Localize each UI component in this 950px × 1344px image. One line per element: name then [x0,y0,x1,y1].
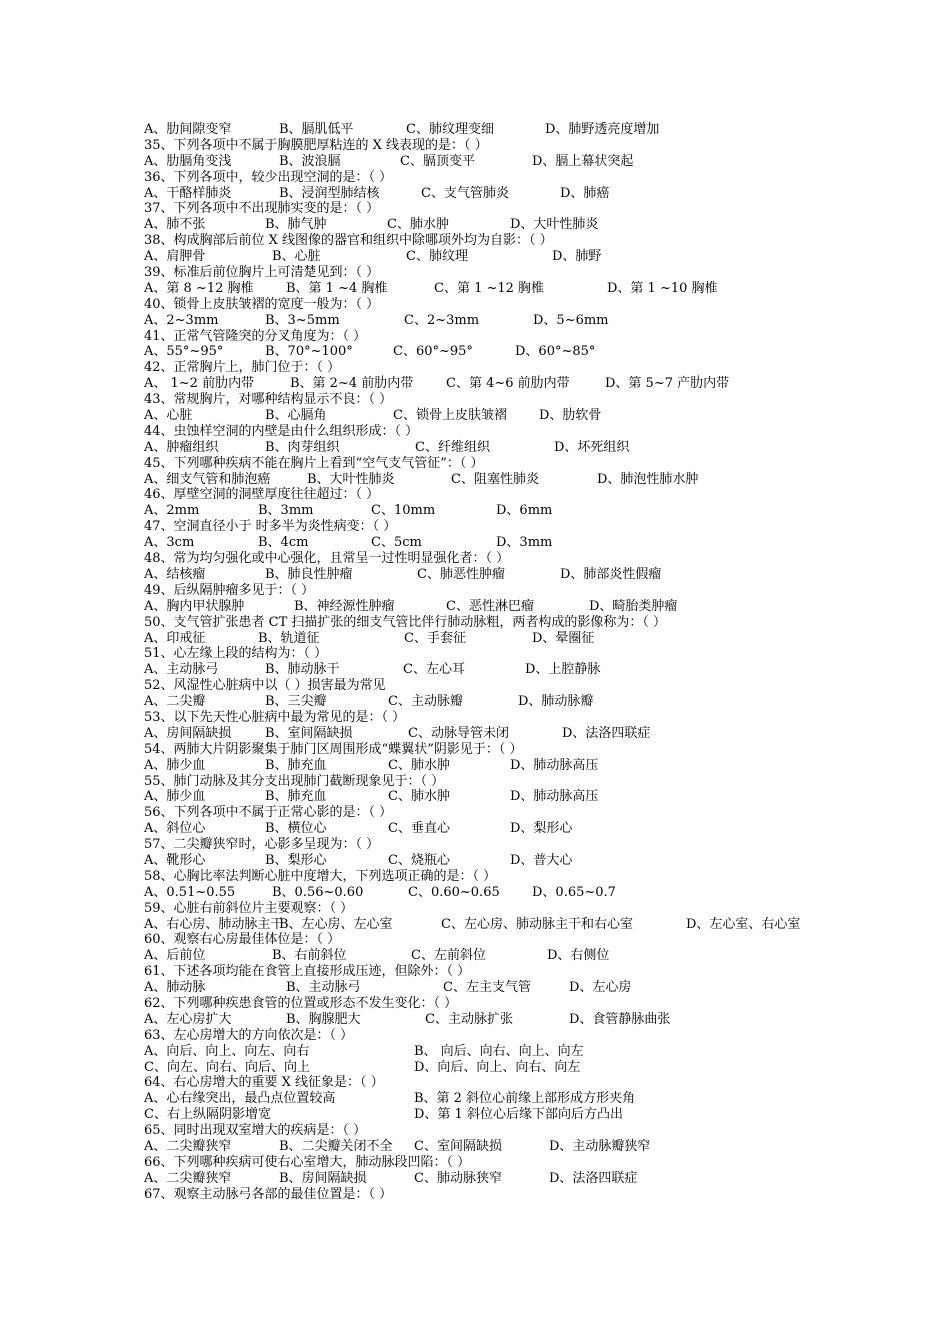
option-b: B、浸润型肺结核 [279,185,380,201]
options-line [144,694,844,710]
question-text: 44、虫蚀样空洞的内壁是由什么组织形成：（ ） [144,423,419,439]
option-a: A、二尖瓣狭窄 [144,1170,232,1186]
question-text: 61、下述各项均能在食管上直接形成压迹，但除外：（ ） [144,964,471,980]
question-text: 41、正常气管隆突的分叉角度为：（ ） [144,328,367,344]
option-a: A、二尖瓣狭窄 [144,1139,232,1154]
question-line [144,583,844,599]
option-b: B、3mm [258,503,314,519]
option-c: C、肺水肿 [388,757,450,773]
option-d: D、右侧位 [547,948,610,964]
options-line [144,1171,844,1187]
option-b: B、肺动脉干 [265,662,340,678]
option-d: D、肺动脉高压 [510,789,599,805]
options-line [144,408,844,424]
options-line [144,567,844,583]
option-d: D、6mm [496,503,553,519]
option-c: C、60°~95° [393,344,473,360]
option-a: A、肩胛骨 [144,249,206,265]
option-d: D、5~6mm [533,312,609,328]
question-line [144,932,844,948]
option-d: D、肺动脉瓣 [518,694,594,710]
option-d: D、肺泡性肺水肿 [597,471,699,487]
option-a: A、二尖瓣 [144,694,206,710]
option-d: D、肺野 [552,249,602,265]
options-line [144,154,844,170]
option-b: B、右前斜位 [272,948,347,964]
option-c: C、恶性淋巴瘤 [446,598,534,614]
question-line [144,996,844,1012]
option-a: C、向左、向右、向后、向上 [144,1059,310,1075]
question-line [144,901,844,917]
question-line [144,297,844,313]
option-a: A、肺少血 [144,757,206,773]
options-line [144,599,844,615]
question-text: 59、心脏右前斜位片主要观察：（ ） [144,900,354,916]
question-text: 38、构成胸部后前位 X 线图像的器官和组织中除哪项外均为自影：（ ） [144,233,553,249]
option-d: D、法洛四联症 [549,1170,638,1186]
option-b: B、胸腺肥大 [286,1011,361,1027]
options-line [144,249,844,265]
question-text: 52、风湿性心脏病中以（ ）损害最为常见 [144,678,386,694]
question-text: 36、下列各项中，较少出现空洞的是：（ ） [144,169,393,185]
option-b: B、轨道征 [258,630,320,646]
option-c: C、10mm [371,503,436,519]
option-a: A、3cm [144,535,195,551]
option-d: D、大叶性肺炎 [510,217,599,233]
option-b: B、第 1 ~4 胸椎 [286,280,388,296]
option-b: B、70°~100° [265,344,353,360]
option-d: D、食管静脉曲张 [569,1011,671,1027]
question-text: 63、左心房增大的方向依次是：（ ） [144,1027,354,1043]
options-line [144,1091,844,1107]
option-c: C、阻塞性肺炎 [451,471,539,487]
option-d: D、上腔静脉 [525,662,601,678]
question-line [144,201,844,217]
question-line [144,964,844,980]
question-line [144,487,844,503]
option-c: C、肺纹理变细 [406,122,494,137]
option-b: B、第 2 斜位心前缘上部形成方形夹角 [414,1091,636,1107]
question-text: 46、厚壁空洞的洞壁厚度往往超过：（ ） [144,487,380,503]
question-line [144,710,844,726]
question-text: 49、后纵隔肿瘤多见于：（ ） [144,582,315,598]
question-text: 50、支气管扩张患者 CT 扫描扩张的细支气管比伴行肺动脉粗，两者构成的影像称为：（ ） [144,614,667,630]
option-a: A、心右缘突出，最凸点位置较高 [144,1091,336,1107]
options-line [144,376,844,392]
option-b: B、 向后、向右、向上、向左 [414,1043,584,1059]
option-d: D、膈上幕状突起 [532,153,634,169]
options-line [144,217,844,233]
option-c: C、纤维组织 [415,439,490,455]
option-b: B、房间隔缺损 [279,1170,367,1186]
options-line [144,344,844,360]
question-text: 56、下列各项中不属于正常心影的是：（ ） [144,805,393,821]
options-line [144,821,844,837]
question-text: 53、以下先天性心脏病中最为常见的是：（ ） [144,709,406,725]
question-line [144,1075,844,1091]
option-d: D、坏死组织 [554,439,630,455]
options-line [144,1012,844,1028]
option-a: A、房间隔缺损 [144,725,232,741]
option-c: C、左前斜位 [411,948,486,964]
option-c: C、第 4~6 前肋内带 [446,376,570,392]
option-a: A、2~3mm [144,312,219,328]
option-c: C、肺恶性肿瘤 [417,566,505,582]
question-text: 58、心胸比率法判断心脏中度增大，下列选项正确的是：（ ） [144,868,497,884]
option-c: C、左心耳 [403,662,465,678]
option-b: B、左心房、左心室 [279,916,393,932]
option-b: B、神经源性肿瘤 [294,598,395,614]
question-text: 54、两肺大片阴影聚集于肺门区周围形成“蝶翼状”阴影见于：（ ） [144,741,523,757]
option-b: B、波浪膈 [279,153,341,169]
question-text: 60、观察右心房最佳体位是：（ ） [144,932,341,948]
question-line [144,170,844,186]
option-c: C、肺纹理 [406,249,468,265]
option-d: D、法洛四联症 [562,725,651,741]
option-b: B、第 2~4 前肋内带 [290,376,414,392]
option-a: A、2mm [144,503,200,519]
option-c: C、主动脉瓣 [388,694,463,710]
question-text: 66、下列哪种疾病可使右心室增大，肺动脉段凹陷：（ ） [144,1154,471,1170]
option-c: C、烧瓶心 [388,852,450,868]
question-text: 65、同时出现双室增大的疾病是：（ ） [144,1123,367,1139]
option-c: C、肺动脉狭窄 [414,1170,502,1186]
option-b: B、肺良性肿瘤 [265,566,353,582]
question-line [144,551,844,567]
option-c: C、膈顶变平 [400,153,475,169]
question-text: 45、下列哪种疾病不能在胸片上看到“空气支气管征”：（ ） [144,455,484,471]
option-c: C、锁骨上皮肤皱褶 [393,408,507,424]
option-a: A、心脏 [144,408,193,424]
question-line [144,1155,844,1171]
option-d: D、左心房 [569,980,632,996]
option-d: D、左心室、右心室 [686,916,801,932]
options-line [144,472,844,488]
option-b: B、室间隔缺损 [265,725,353,741]
options-line [144,1107,844,1123]
option-b: B、0.56~0.60 [272,884,364,900]
option-a: C、右上纵隔阴影增宽 [144,1107,271,1123]
options-line [144,980,844,996]
question-text: 51、心左缘上段的结构为：（ ） [144,646,328,662]
option-b: B、主动脉弓 [286,980,361,996]
option-a: A、主动脉弓 [144,662,219,678]
option-c: C、5cm [371,535,422,551]
option-c: C、左心房、肺动脉主干和右心室 [441,916,633,932]
option-b: B、梨形心 [265,852,327,868]
options-line [144,885,844,901]
options-line [144,186,844,202]
option-d: D、普大心 [510,852,573,868]
option-d: D、畸胎类肿瘤 [589,598,678,614]
option-d: D、主动脉瓣狭窄 [549,1139,651,1154]
question-text: 55、肺门动脉及其分支出现肺门截断现象见于：（ ） [144,773,445,789]
option-a: A、第 8 ~12 胸椎 [144,280,254,296]
option-c: C、手套征 [404,630,466,646]
option-a: A、干酪样肺炎 [144,185,232,201]
option-d: D、晕圈征 [532,630,595,646]
question-line [144,742,844,758]
option-c: C、动脉导管未闭 [408,725,509,741]
option-a: A、肺动脉 [144,980,206,996]
question-text: 62、下列哪种疾患食管的位置或形态不发生变化：（ ） [144,995,458,1011]
question-text: 57、二尖瓣狭窄时，心影多呈现为：（ ） [144,837,380,853]
options-line [144,503,844,519]
options-line [144,662,844,678]
question-text: 64、右心房增大的重要 X 线征象是：（ ） [144,1075,384,1091]
option-b: B、三尖瓣 [265,694,327,710]
question-line [144,392,844,408]
option-b: B、心脏 [272,249,321,265]
option-c: C、第 1 ~12 胸椎 [434,280,545,296]
options-line [144,535,844,551]
options-line [144,1044,844,1060]
question-text: 67、观察主动脉弓各部的最佳位置是：（ ） [144,1186,393,1202]
question-text: 35、下列各项中不属于胸膜肥厚粘连的 X 线表现的是：（ ） [144,137,488,153]
option-b: B、横位心 [265,821,327,837]
options-line [144,726,844,742]
option-b: B、肺充血 [265,789,327,805]
option-c: C、肺水肿 [387,217,449,233]
options-line [144,1060,844,1076]
option-d: D、梨形心 [510,821,573,837]
option-b: B、肺充血 [265,757,327,773]
option-c: C、垂直心 [388,821,450,837]
options-line [144,313,844,329]
option-c: C、室间隔缺损 [414,1139,502,1154]
question-line [144,519,844,535]
question-line [144,1187,844,1203]
question-text: 42、正常胸片上，肺门位于：（ ） [144,360,341,376]
option-c: C、0.60~0.65 [408,884,500,900]
option-d: D、60°~85° [515,344,596,360]
question-text: 39、标准后前位胸片上可清楚见到：（ ） [144,265,380,281]
option-d: D、肺野透亮度增加 [545,122,660,137]
question-text: 47、空洞直径小于 时多半为炎性病变：（ ） [144,519,397,535]
option-d: D、肺动脉高压 [510,757,599,773]
options-line [144,758,844,774]
options-line [144,789,844,805]
option-b: B、大叶性肺炎 [307,471,395,487]
options-line [144,853,844,869]
question-list [144,122,844,1203]
question-line [144,456,844,472]
question-line [144,869,844,885]
option-b: B、膈肌低平 [279,122,354,137]
option-d: D、3mm [496,535,553,551]
question-line [144,1028,844,1044]
option-c: C、肺水肿 [388,789,450,805]
question-line [144,678,844,694]
question-line [144,805,844,821]
option-b: D、第 1 斜位心后缘下部向后方凸出 [414,1107,623,1123]
option-a: A、肋间隙变窄 [144,122,232,137]
question-line [144,265,844,281]
question-line [144,774,844,790]
option-a: A、向后、向上、向左、向右 [144,1043,310,1059]
option-a: A、0.51~0.55 [144,884,236,900]
option-b: B、肺气肿 [265,217,327,233]
option-a: A、印戒征 [144,630,206,646]
options-line [144,948,844,964]
question-text: 40、锁骨上皮肤皱褶的宽度一般为：（ ） [144,296,380,312]
options-line [144,1139,844,1155]
option-b: D、向后、向上、向右、向左 [414,1059,581,1075]
question-text: 37、下列各项中不出现肺实变的是：（ ） [144,201,380,217]
option-c: C、主动脉扩张 [425,1011,513,1027]
question-line [144,233,844,249]
option-d: D、0.65~0.7 [532,884,616,900]
option-c: C、支气管肺炎 [421,185,509,201]
options-line [144,122,844,138]
option-b: B、3~5mm [265,312,340,328]
options-line [144,631,844,647]
options-line [144,281,844,297]
option-a: A、胸内甲状腺肿 [144,598,245,614]
option-b: B、肉芽组织 [265,439,340,455]
option-a: A、 1~2 前肋内带 [144,376,255,392]
option-a: A、细支气管和肺泡癌 [144,471,271,487]
option-d: D、肋软骨 [539,408,602,424]
question-text: 48、常为均匀强化或中心强化，且常呈一过性明显强化者：（ ） [144,551,510,567]
question-text: 43、常规胸片，对哪种结构显示不良：（ ） [144,392,393,408]
option-b: B、4cm [258,535,309,551]
option-d: D、第 5~7 产肋内带 [605,376,730,392]
question-line [144,837,844,853]
options-line [144,440,844,456]
option-b: B、心膈角 [265,408,327,424]
option-b: B、二尖瓣关闭不全 [279,1139,393,1154]
option-a: A、肺少血 [144,789,206,805]
option-c: C、左主支气管 [443,980,531,996]
option-d: D、肺癌 [560,185,610,201]
option-a: A、靴形心 [144,852,206,868]
option-a: A、右心房、肺动脉主干 [144,916,284,932]
question-line [144,360,844,376]
option-d: D、肺部炎性假瘤 [560,566,662,582]
option-a: A、肿瘤组织 [144,439,219,455]
option-a: A、结核瘤 [144,566,206,582]
options-line [144,917,844,933]
option-d: D、第 1 ~10 胸椎 [607,280,718,296]
question-line [144,424,844,440]
option-a: A、斜位心 [144,821,206,837]
option-a: A、左心房扩大 [144,1011,232,1027]
option-c: C、2~3mm [404,312,480,328]
option-a: A、55°~95° [144,344,224,360]
question-line [144,329,844,345]
question-line [144,646,844,662]
question-line [144,615,844,631]
option-a: A、肺不张 [144,217,206,233]
question-line [144,138,844,154]
option-a: A、肋膈角变浅 [144,153,232,169]
question-line [144,1123,844,1139]
option-a: A、后前位 [144,948,206,964]
